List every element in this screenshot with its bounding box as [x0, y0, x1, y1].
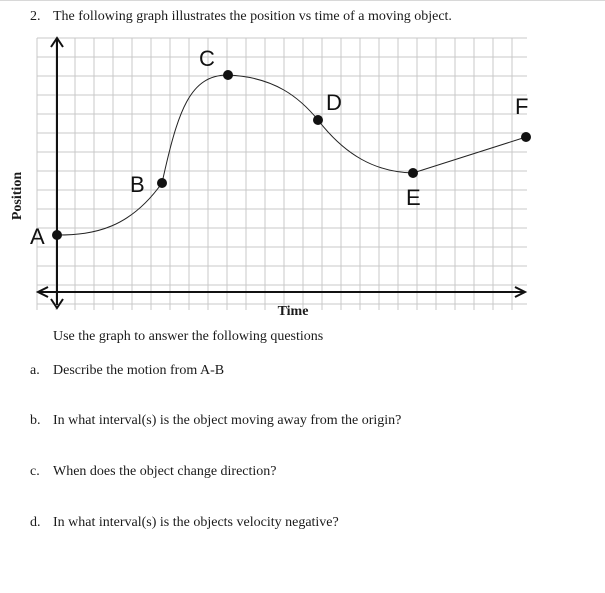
sub-question-c-letter: c.	[30, 464, 40, 479]
position-curve	[57, 75, 529, 235]
question-number: 2.	[30, 9, 41, 24]
point-c-marker	[223, 70, 233, 80]
y-axis-label: Position	[10, 171, 25, 221]
point-d-marker	[313, 115, 323, 125]
question-text: The following graph illustrates the position vs time of a moving object.	[53, 9, 452, 24]
point-b-marker	[157, 178, 167, 188]
sub-question-a-letter: a.	[30, 363, 40, 378]
point-a-label: A	[30, 224, 45, 249]
point-d-label: D	[326, 90, 342, 115]
point-f-label: F	[515, 94, 529, 119]
x-axis-label: Time	[277, 304, 309, 319]
point-b-label: B	[130, 172, 145, 197]
point-f-marker	[521, 132, 531, 142]
sub-question-d-text: In what interval(s) is the objects velocity negative?	[53, 515, 339, 530]
sub-question-a-text: Describe the motion from A-B	[53, 363, 225, 378]
instructions: Use the graph to answer the following questions	[53, 329, 324, 344]
point-e-marker	[408, 168, 418, 178]
graph-grid	[37, 38, 527, 310]
sub-question-c-text: When does the object change direction?	[53, 464, 277, 479]
sub-question-b-text: In what interval(s) is the object moving away from the origin?	[53, 413, 402, 428]
point-a-marker	[52, 230, 62, 240]
sub-question-b-letter: b.	[30, 413, 41, 428]
point-c-label: C	[199, 46, 215, 71]
point-e-label: E	[406, 185, 421, 210]
sub-question-d-letter: d.	[30, 515, 41, 530]
